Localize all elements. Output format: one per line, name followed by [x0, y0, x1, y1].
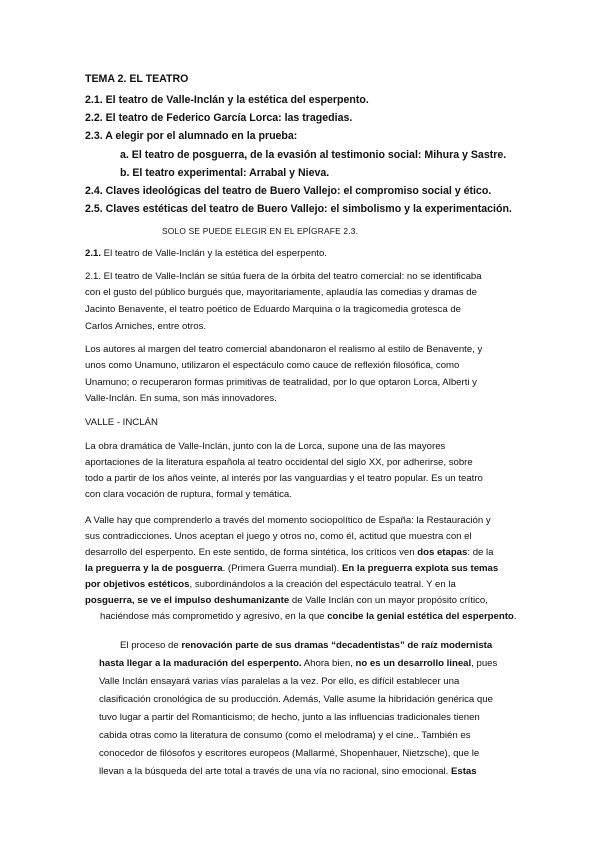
subheading: VALLE - INCLÁN	[85, 417, 158, 428]
bold-run: Estas	[451, 766, 477, 777]
paragraph-line: Unamuno; o recuperaron formas primitivas de teatralidad, por lo que optaron Lorca, Alberti y	[85, 377, 477, 388]
section-heading	[85, 248, 327, 260]
text-run: desarrollo del esperpento. En este sentido, de forma sintética, los críticos ven	[85, 547, 418, 558]
paragraph-line	[120, 640, 492, 652]
text-run: haciéndose más comprometido y agresivo, en la que	[100, 611, 328, 622]
text-run: , subordinándolos a la creación del espectáculo teatral. Y en la	[189, 579, 456, 590]
bold-run: posguerra, se ve el impulso deshumanizante	[85, 595, 290, 606]
paragraph-line: cabida otras como la literatura de consumo (como el melodrama) y el cine.. También es	[99, 730, 471, 741]
paragraph-line	[100, 611, 516, 623]
text-run: de Valle Inclán con un mayor propósito crítico,	[289, 595, 488, 606]
bold-run: hasta llegar a la maduración del esperpento.	[99, 658, 302, 669]
index-item-2-3-b: b. El teatro experimental: Arrabal y Nieva.	[120, 167, 330, 179]
text-run: Ahora bien,	[301, 658, 356, 669]
paragraph-line: Valle-Inclán. En suma, son más innovadores.	[85, 393, 277, 404]
text-run: .	[513, 611, 517, 622]
bold-run: la preguerra y la de posguerra	[85, 563, 223, 574]
text-run: El proceso de	[120, 640, 182, 651]
bold-run: dos etapas	[417, 547, 468, 558]
bold-run: En la preguerra explota sus temas	[342, 563, 499, 574]
index-item-2-3: 2.3. A elegir por el alumnado en la prueba:	[85, 130, 298, 142]
paragraph-line: con el gusto del público burgués que, mayoritariamente, aplaudía las comedias y dramas de	[85, 287, 477, 298]
paragraph-line: La obra dramática de Valle-Inclán, junto con la de Lorca, supone una de las mayores	[85, 441, 446, 452]
bold-run: concibe la genial estética del esperpento	[327, 611, 514, 622]
paragraph-line	[99, 658, 497, 670]
text-run: llevan a la búsqueda del arte total a través de una vía no racional, sino emocional.	[99, 766, 451, 777]
index-item-2-5: 2.5. Claves estéticas del teatro de Buero Vallejo: el simbolismo y la experimentación.	[85, 203, 512, 215]
paragraph-line	[85, 563, 498, 575]
paragraph-line	[85, 595, 488, 607]
section-heading-number: 2.1.	[85, 248, 102, 259]
index-item-2-1: 2.1. El teatro de Valle-Inclán y la estética del esperpento.	[85, 94, 369, 106]
paragraph-line: 2.1. El teatro de Valle-Inclán se sitúa fuera de la órbita del teatro comercial: no se identificaba	[85, 271, 482, 282]
paragraph-line: todo a partir de los años veinte, al interés por las vanguardias y el teatro popular. Es un teatro	[85, 473, 483, 484]
page-title: TEMA 2. EL TEATRO	[85, 73, 189, 85]
paragraph-line	[85, 579, 456, 591]
index-item-2-4: 2.4. Claves ideológicas del teatro de Buero Vallejo: el compromiso social y ético.	[85, 185, 492, 197]
text-run: . (Primera Guerra mundial).	[222, 563, 342, 574]
paragraph-line: clasificación cronológica de su producción. Además, Valle asume la hibridación genérica que	[99, 694, 493, 705]
section-heading-text: El teatro de Valle-Inclán y la estética del esperpento.	[101, 248, 327, 259]
paragraph-line	[85, 547, 494, 559]
text-run: , pues	[471, 658, 498, 669]
index-item-2-3-a: a. El teatro de posguerra, de la evasión al testimonio social: Mihura y Sastre.	[120, 149, 507, 161]
paragraph-line: Carlos Arniches, entre otros.	[85, 321, 207, 332]
paragraph-line: con clara vocación de ruptura, formal y temática.	[85, 489, 292, 500]
paragraph-line: aportaciones de la literatura española al teatro occidental del siglo XX, por adherirse, sobre	[85, 457, 473, 468]
text-run: : de la	[467, 547, 494, 558]
bold-run: renovación parte de sus dramas “decadentistas” de raíz modernista	[181, 640, 493, 651]
paragraph-line: Valle Inclán ensayará varias vías paralelas a la vez. Por ello, es difícil establecer una	[99, 676, 460, 687]
bold-run: no es un desarrollo lineal	[355, 658, 472, 669]
paragraph-line	[99, 766, 477, 778]
paragraph-line: unos como Unamuno, utilizaron el espectáculo como cauce de reflexión filosófica, como	[85, 360, 460, 371]
paragraph-line: sus contradicciones. Unos aceptan el juego y otros no, como él, actitud que muestra con el	[85, 531, 472, 542]
paragraph-line: A Valle hay que comprenderlo a través del momento sociopolítico de España: la Restauración y	[85, 515, 491, 526]
paragraph-line: Jacinto Benavente, el teatro poético de Eduardo Marquina o la tragicomedia grotesca de	[85, 304, 461, 315]
elective-note: SOLO SE PUEDE ELEGIR EN EL EPÍGRAFE 2.3.	[162, 226, 359, 236]
paragraph-line: conocedor de filósofos y escritores europeos (Mallarmé, Shopenhauer, Nietzsche), que le	[99, 748, 480, 759]
index-item-2-2: 2.2. El teatro de Federico García Lorca: las tragedias.	[85, 112, 353, 124]
bold-run: por objetivos estéticos	[85, 579, 190, 590]
paragraph-line: Los autores al margen del teatro comercial abandonaron el realismo al estilo de Benavente, y	[85, 344, 483, 355]
paragraph-line: tuvo lugar a partir del Romanticismo; de hecho, junto a las influencias tradicionales tienen	[99, 712, 480, 723]
